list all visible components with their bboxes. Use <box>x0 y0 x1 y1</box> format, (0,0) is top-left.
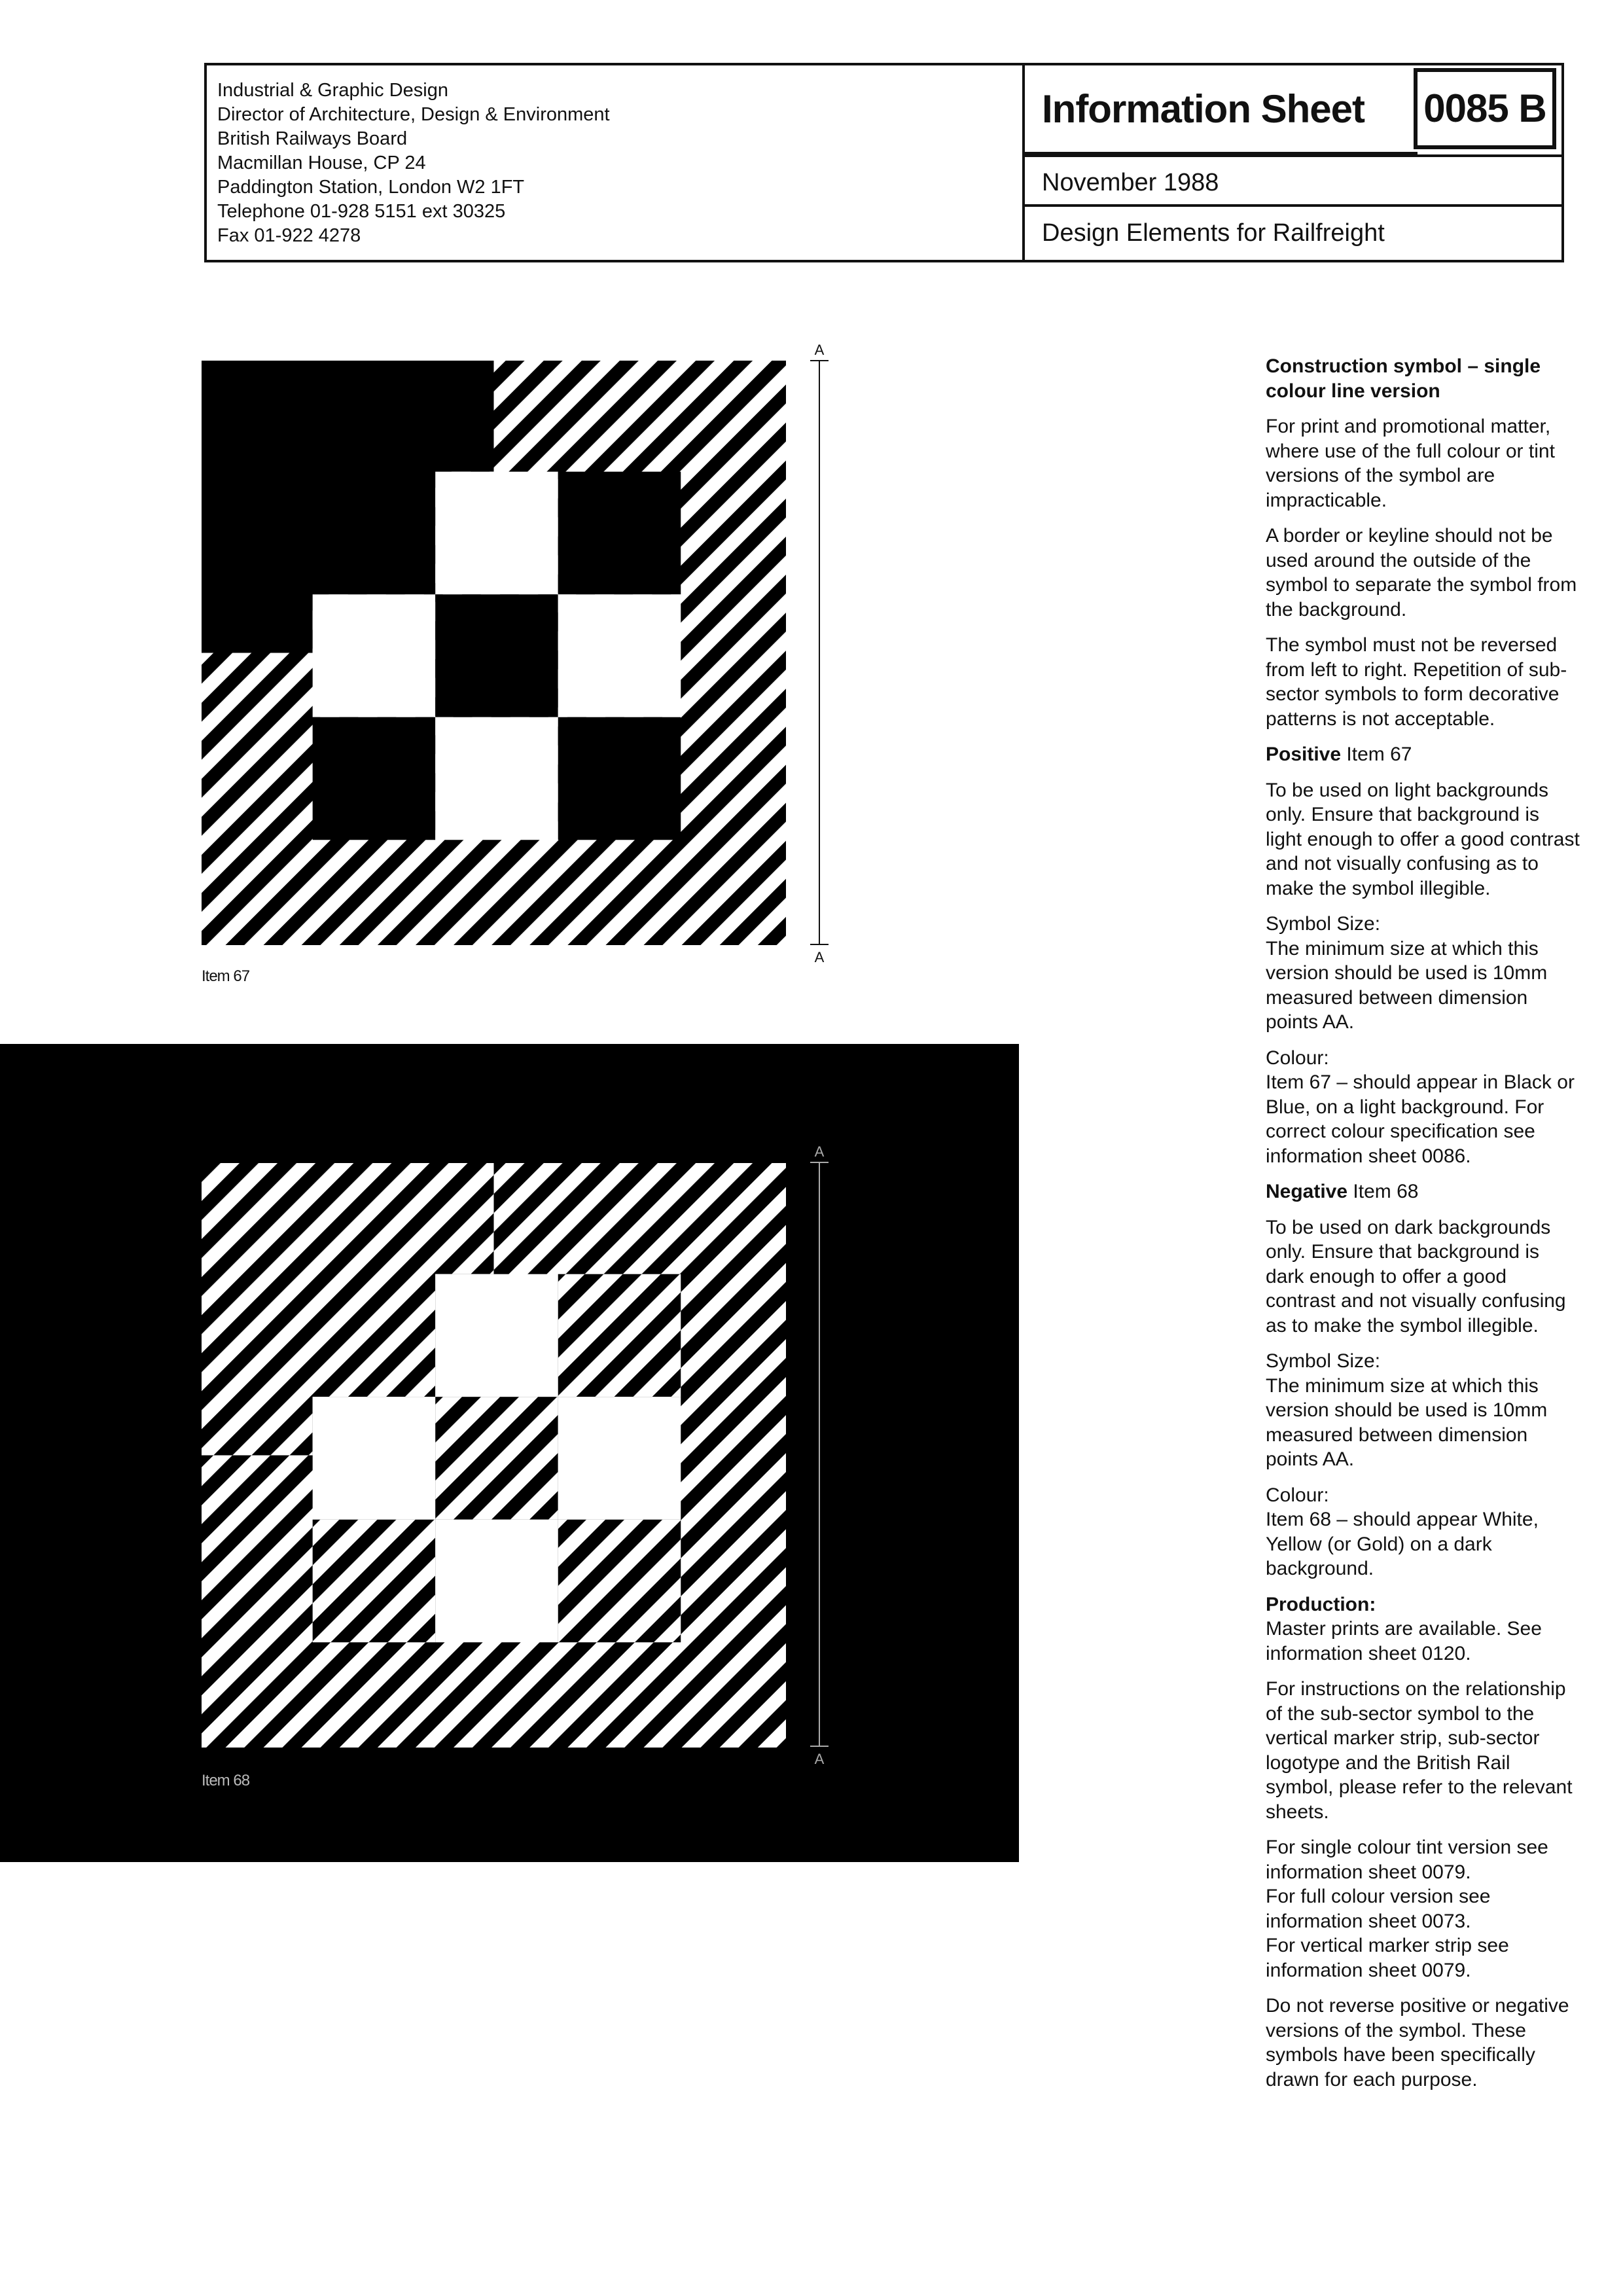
colour-label: Colour: <box>1266 1484 1329 1506</box>
block-hatch <box>558 1520 681 1643</box>
colour-text: Item 67 – should appear in Black or Blue, on a light background. For correct colour specification see information sheet 0086. <box>1266 1071 1575 1167</box>
paragraph: Do not reverse positive or negative versions of the symbol. These symbols have been specifically drawn for each purpose. <box>1266 1995 1569 2090</box>
paragraph: To be used on dark backgrounds only. Ensure that background is dark enough to offer a good contrast and not visually confusing as to make the symbol illegible. <box>1266 1216 1566 1336</box>
figure-caption: Item 67 <box>202 967 250 985</box>
reference-line: For vertical marker strip see information sheet 0079. <box>1266 1935 1509 1981</box>
sheet-subject: Design Elements for Railfreight <box>1042 219 1385 247</box>
production-block <box>1266 1592 1580 1666</box>
block-hatch <box>558 1274 681 1397</box>
colour-block <box>1266 1046 1580 1169</box>
sheet-number-cell <box>1423 65 1561 154</box>
block-black <box>313 717 436 840</box>
block-white <box>558 594 681 717</box>
size-text: The minimum size at which this version should be used is 10mm measured between dimension points AA. <box>1266 1374 1548 1470</box>
block-white <box>435 472 558 595</box>
colour-text: Item 68 – should appear White, Yellow (or Gold) on a dark background. <box>1266 1509 1539 1579</box>
paragraph: The symbol must not be reversed from left to right. Repetition of sub-sector symbols to form decorative patterns is not acceptable. <box>1266 634 1567 730</box>
dimension-line <box>800 1142 839 1770</box>
paragraph: For print and promotional matter, where use of the full colour or tint versions of the symbol are impracticable. <box>1266 416 1555 511</box>
figure-caption: Item 68 <box>202 1772 250 1789</box>
date-cell <box>1025 154 1561 207</box>
negative-heading <box>1266 1179 1580 1204</box>
page-title: Information Sheet <box>1042 87 1365 131</box>
negative-background-panel <box>0 1044 1019 1862</box>
issue-date: November 1988 <box>1042 169 1219 196</box>
block-black <box>435 594 558 717</box>
title-cell <box>1025 65 1418 154</box>
positive-heading <box>1266 742 1580 767</box>
sheet-number: 0085 B <box>1414 68 1556 149</box>
references-block <box>1266 1835 1580 1982</box>
paragraph: A border or keyline should not be used around the outside of the symbol to separate the symbol from the background. <box>1266 525 1577 620</box>
section-heading: Construction symbol – single colour line version <box>1266 355 1541 402</box>
address-line: Macmillan House, CP 24 <box>217 152 426 173</box>
size-label: Symbol Size: <box>1266 1350 1381 1372</box>
address-line: British Railways Board <box>217 128 408 149</box>
dimension-label-bottom: A <box>814 949 825 965</box>
dimension-label-bottom: A <box>814 1751 825 1767</box>
production-text: Master prints are available. See information sheet 0120. <box>1266 1618 1542 1664</box>
block-white <box>313 594 436 717</box>
paragraph: To be used on light backgrounds only. Ensure that background is light enough to offer a good contrast and not visually confusing as to make the symbol illegible. <box>1266 779 1580 899</box>
block-black <box>558 472 681 595</box>
header-box <box>204 63 1564 262</box>
block-white <box>313 1397 436 1520</box>
block-white <box>558 1397 681 1520</box>
construction-symbol-negative <box>202 1163 786 1748</box>
size-text: The minimum size at which this version should be used is 10mm measured between dimension points AA. <box>1266 937 1548 1033</box>
address-line: Paddington Station, London W2 1FT <box>217 177 525 198</box>
colour-block <box>1266 1483 1580 1581</box>
construction-symbol-positive <box>202 361 786 945</box>
dimension-line <box>800 340 839 969</box>
colour-label: Colour: <box>1266 1047 1329 1069</box>
block-black <box>558 717 681 840</box>
block-white <box>435 1520 558 1643</box>
address-line: Fax 01-922 4278 <box>217 225 361 246</box>
reference-line: For full colour version see information sheet 0073. <box>1266 1886 1491 1932</box>
paragraph: For instructions on the relationship of the sub-sector symbol to the vertical marker strip, sub-sector logotype and the British Rail symbol, please refer to the relevant sheets. <box>1266 1678 1573 1823</box>
block-hatch <box>435 1397 558 1520</box>
reference-line: For single colour tint version see information sheet 0079. <box>1266 1837 1548 1883</box>
negative-label: Negative <box>1266 1181 1348 1202</box>
address-line: Telephone 01-928 5151 ext 30325 <box>217 201 506 222</box>
block-white <box>435 1274 558 1397</box>
negative-item: Item 68 <box>1347 1181 1419 1202</box>
size-label: Symbol Size: <box>1266 913 1381 935</box>
positive-item: Item 67 <box>1341 744 1412 765</box>
address-line: Director of Architecture, Design & Environment <box>217 104 610 125</box>
dimension-label-top: A <box>814 1143 825 1160</box>
dimension-label-top: A <box>814 342 825 358</box>
address-block <box>207 65 1025 260</box>
production-label: Production: <box>1266 1593 1376 1615</box>
block-hatch <box>313 1520 436 1643</box>
description-column <box>1266 354 1580 2103</box>
address-line: Industrial & Graphic Design <box>217 80 448 101</box>
positive-label: Positive <box>1266 744 1342 765</box>
size-block <box>1266 1349 1580 1472</box>
size-block <box>1266 912 1580 1035</box>
block-white <box>435 717 558 840</box>
